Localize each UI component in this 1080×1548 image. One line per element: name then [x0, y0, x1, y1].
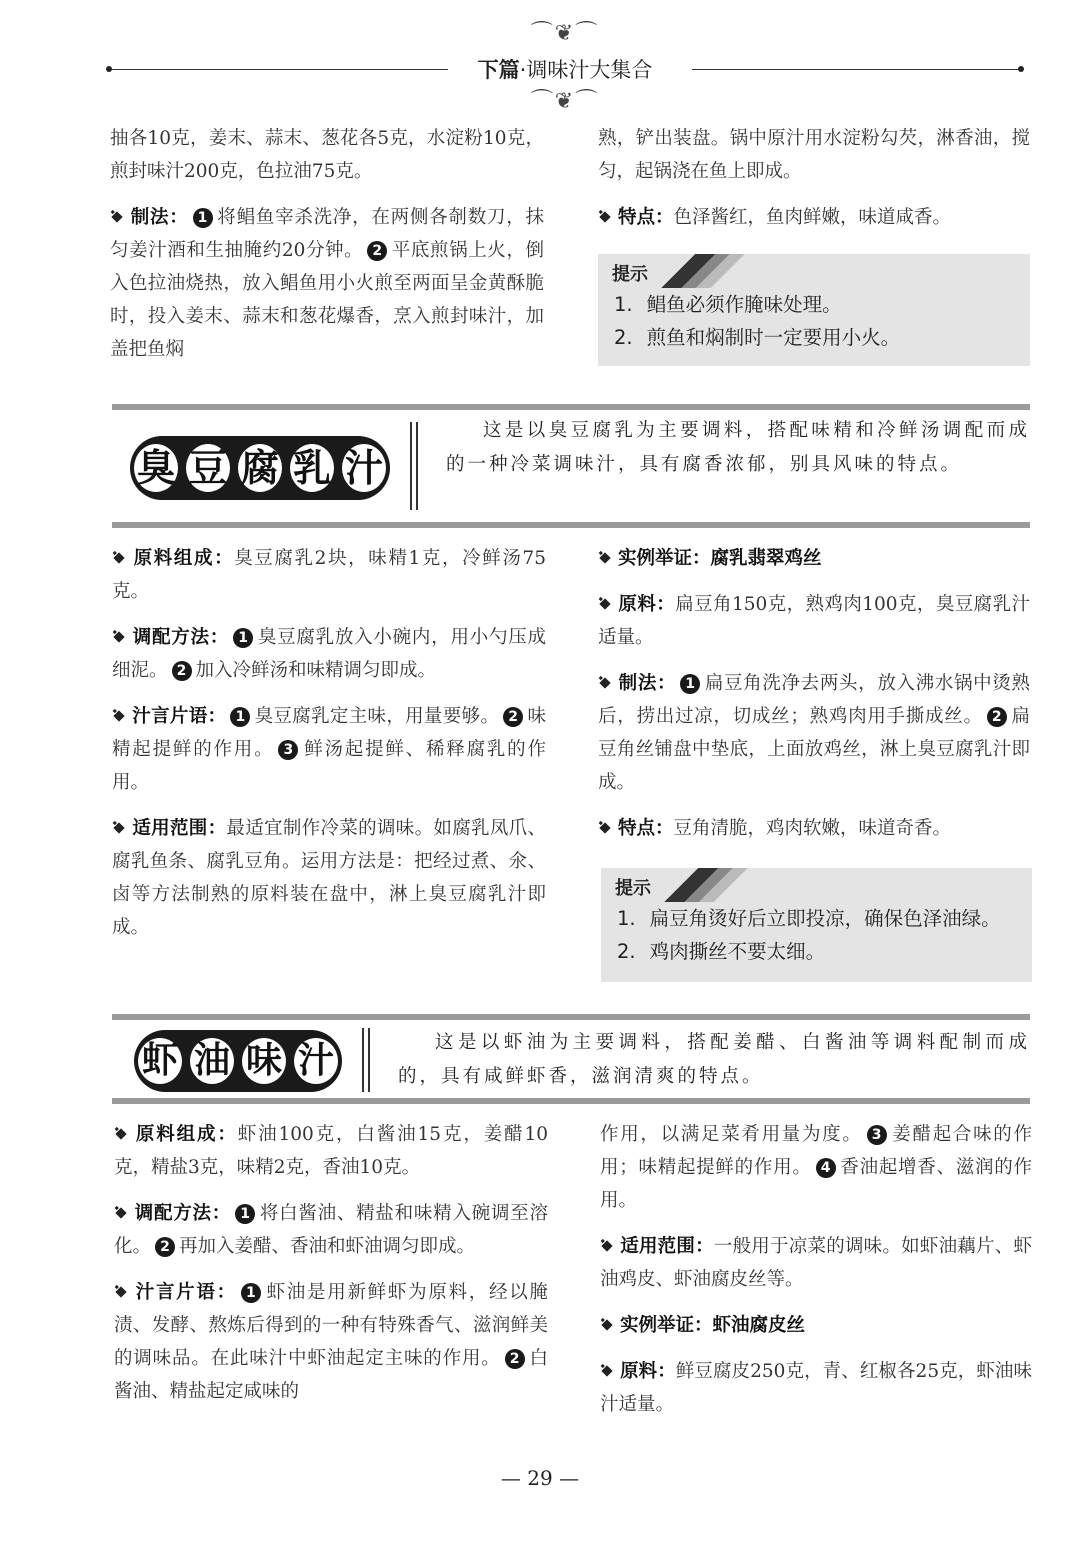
fish-method-step-2: 平底煎锅上火，倒入色拉油烧热，放入鲳鱼用小火煎至两面呈金黄酥脆时，投入姜末、蒜末和葱花爆香，烹入煎封味汁，加盖把鱼焖: [110, 240, 544, 360]
step-1-icon: 1: [233, 628, 253, 648]
fish-feature-text: 色泽酱红，鱼肉鲜嫩，味道咸香。: [673, 207, 952, 228]
step-2-icon: 2: [505, 1349, 525, 1369]
header-title-rest: ·调味汁大集合: [519, 58, 653, 82]
shrimp-divider-2: [368, 1028, 370, 1092]
shrimp-right-column: [600, 1118, 1032, 1434]
tofu-divider-2: [416, 422, 418, 510]
step-2-icon: 2: [367, 241, 387, 261]
tofu-method: 制法： 1 扁豆角洗净去两头，放入沸水锅中烫熟后，捞出过凉，切成丝；熟鸡肉用手撕成丝。 2 扁豆角丝铺盘中垫底，上面放鸡丝，淋上臭豆腐乳汁即成。: [598, 673, 1030, 793]
step-1-icon: 1: [235, 1204, 255, 1224]
tofu-tip-box: [601, 868, 1032, 982]
header-dot-right: [1018, 66, 1024, 72]
tip-stripe-icon: [658, 254, 748, 288]
diamond-bullet-icon: [601, 1319, 612, 1330]
fish-feature-label: 特点：: [618, 207, 674, 228]
tofu-divider-1: [410, 422, 412, 510]
diamond-bullet-icon: [599, 598, 610, 609]
diamond-bullet-icon: [599, 211, 610, 222]
diamond-bullet-icon: [599, 552, 610, 563]
diamond-bullet-icon: [601, 1365, 612, 1376]
tofu-left-column: [112, 542, 546, 957]
diamond-bullet-icon: [115, 1128, 126, 1139]
ornament-bottom: ⌒❦⌒: [530, 89, 600, 114]
step-3-icon: 3: [867, 1125, 887, 1145]
step-1-icon: 1: [680, 674, 700, 694]
fish-method-label: 制法：: [130, 207, 189, 228]
shrimp-scope: 适用范围：一般用于凉菜的调味。如虾油藕片、虾油鸡皮、虾油腐皮丝等。: [600, 1236, 1032, 1290]
shrimp-ingredients: 原料组成：虾油100克，白酱油15克，姜醋10克，精盐3克，味精2克，香油10克。: [114, 1124, 548, 1178]
step-2-icon: 2: [172, 661, 192, 681]
tofu-prep: 调配方法： 1 臭豆腐乳放入小碗内，用小勺压成细泥。 2 加入冷鲜汤和味精调匀即成。: [112, 627, 546, 681]
diamond-bullet-icon: [113, 710, 124, 721]
step-1-icon: 1: [241, 1283, 261, 1303]
fish-method: [110, 201, 544, 366]
diamond-bullet-icon: [113, 552, 124, 563]
diamond-bullet-icon: [115, 1286, 126, 1297]
shrimp-notes-continued: 作用，以满足菜肴用量为度。 3 姜醋起合味的作用；味精起提鲜的作用。 4 香油起增香、滋润的作用。: [600, 1124, 1032, 1211]
shrimp-example-title: 虾油腐皮丝: [712, 1315, 806, 1336]
tip-stripe-icon: [661, 868, 751, 902]
step-1-icon: 1: [193, 208, 213, 228]
diamond-bullet-icon: [113, 822, 124, 833]
fish-left-column: [110, 122, 544, 379]
tofu-ingredients: 原料组成：臭豆腐乳2块，味精1克，冷鲜汤75克。: [112, 548, 546, 602]
tofu-tip-list: [601, 902, 1032, 968]
fish-method-continued: 熟，铲出装盘。锅中原汁用水淀粉勾芡，淋香油，搅匀，起锅浇在鱼上即成。: [598, 128, 1030, 182]
shrimp-divider-1: [362, 1028, 364, 1092]
fish-tip-list: [598, 288, 1030, 354]
shrimp-prep: 调配方法： 1 将白酱油、精盐和味精入碗调至溶化。 2 再加入姜醋、香油和虾油调匀即成。: [114, 1203, 548, 1257]
shrimp-top-band: [112, 1014, 1030, 1020]
tofu-intro: 这是以臭豆腐乳为主要调料，搭配味精和冷鲜汤调配而成的一种冷菜调味汁，具有腐香浓郁，别具风味的特点。: [446, 420, 1030, 475]
shrimp-bottom-band: [112, 1098, 1030, 1104]
tofu-right-column: [598, 542, 1030, 858]
step-4-icon: 4: [816, 1158, 836, 1178]
tip-item: 1. 扁豆角烫好后立即投凉，确保色泽油绿。: [617, 907, 1001, 930]
tofu-feature: 特点：豆角清脆，鸡肉软嫩，味道奇香。: [598, 812, 1030, 845]
tofu-top-band: [112, 404, 1030, 410]
page-number: — 29 —: [500, 1466, 580, 1490]
shrimp-raw: 原料：鲜豆腐皮250克，青、红椒各25克，虾油味汁适量。: [600, 1361, 1032, 1415]
tip-title: 提示: [612, 264, 648, 285]
tofu-example: 实例举证：腐乳翡翠鸡丝: [598, 542, 1030, 575]
shrimp-example: 实例举证：虾油腐皮丝: [600, 1309, 1032, 1342]
diamond-bullet-icon: [599, 822, 610, 833]
step-3-icon: 3: [278, 740, 298, 760]
tofu-scope: 适用范围：最适宜制作冷菜的调味。如腐乳凤爪、腐乳鱼条、腐乳豆角。运用方法是：把经过煮、氽、卤等方法制熟的原料装在盘中，淋上臭豆腐乳汁即成。: [112, 818, 546, 938]
step-2-icon: 2: [155, 1237, 175, 1257]
tofu-notes: 汁言片语： 1 臭豆腐乳定主味，用量要够。 2 味精起提鲜的作用。 3 鲜汤起提鲜、稀释腐乳的作用。: [112, 706, 546, 793]
step-2-icon: 2: [987, 707, 1007, 727]
step-1-icon: 1: [230, 707, 250, 727]
shrimp-title-badge: 虾 油 味 汁: [134, 1030, 342, 1092]
diamond-bullet-icon: [599, 677, 610, 688]
shrimp-notes: 汁言片语： 1 虾油是用新鲜虾为原料，经以腌渍、发酵、熬炼后得到的一种有特殊香气、滋润鲜美的调味品。在此味汁中虾油起定主味的作用。 2 白酱油、精盐起定咸味的: [114, 1282, 548, 1402]
tip-item: 1. 鲳鱼必须作腌味处理。: [614, 293, 842, 316]
shrimp-left-column: [114, 1118, 548, 1421]
tofu-bottom-band: [112, 522, 1030, 528]
fish-feature: [598, 201, 1030, 234]
tofu-example-title: 腐乳翡翠鸡丝: [710, 548, 822, 569]
header-title-bold: 下篇: [477, 58, 520, 82]
diamond-bullet-icon: [601, 1240, 612, 1251]
tip-title: 提示: [615, 878, 651, 899]
diamond-bullet-icon: [115, 1207, 126, 1218]
shrimp-intro: 这是以虾油为主要调料，搭配姜醋、白酱油等调料配制而成的，具有咸鲜虾香，滋润清爽的特点。: [398, 1032, 1030, 1087]
ornament-top: ⌒❦⌒: [530, 21, 600, 46]
fish-ingredients-tail: 抽各10克，姜末、蒜末、葱花各5克，水淀粉10克，煎封味汁200克，色拉油75克。: [110, 128, 544, 182]
tip-item: 2. 鸡肉撕丝不要太细。: [617, 940, 826, 963]
fish-right-column: [598, 122, 1030, 247]
page-header: [108, 14, 1022, 114]
diamond-bullet-icon: [111, 211, 122, 222]
diamond-bullet-icon: [113, 631, 124, 642]
tofu-raw: 原料：扁豆角150克，熟鸡肉100克，臭豆腐乳汁适量。: [598, 594, 1030, 648]
tip-item: 2. 煎鱼和焖制时一定要用小火。: [614, 326, 901, 349]
header-rule-right: [692, 69, 1022, 70]
step-2-icon: 2: [503, 707, 523, 727]
fish-tip-box: [598, 254, 1030, 366]
fish-method-step-1: 将鲳鱼宰杀洗净，在两侧各剞数刀，抹匀姜汁酒和生抽腌约20分钟。: [110, 207, 544, 261]
tofu-title-badge: 臭 豆 腐 乳 汁: [130, 436, 390, 500]
